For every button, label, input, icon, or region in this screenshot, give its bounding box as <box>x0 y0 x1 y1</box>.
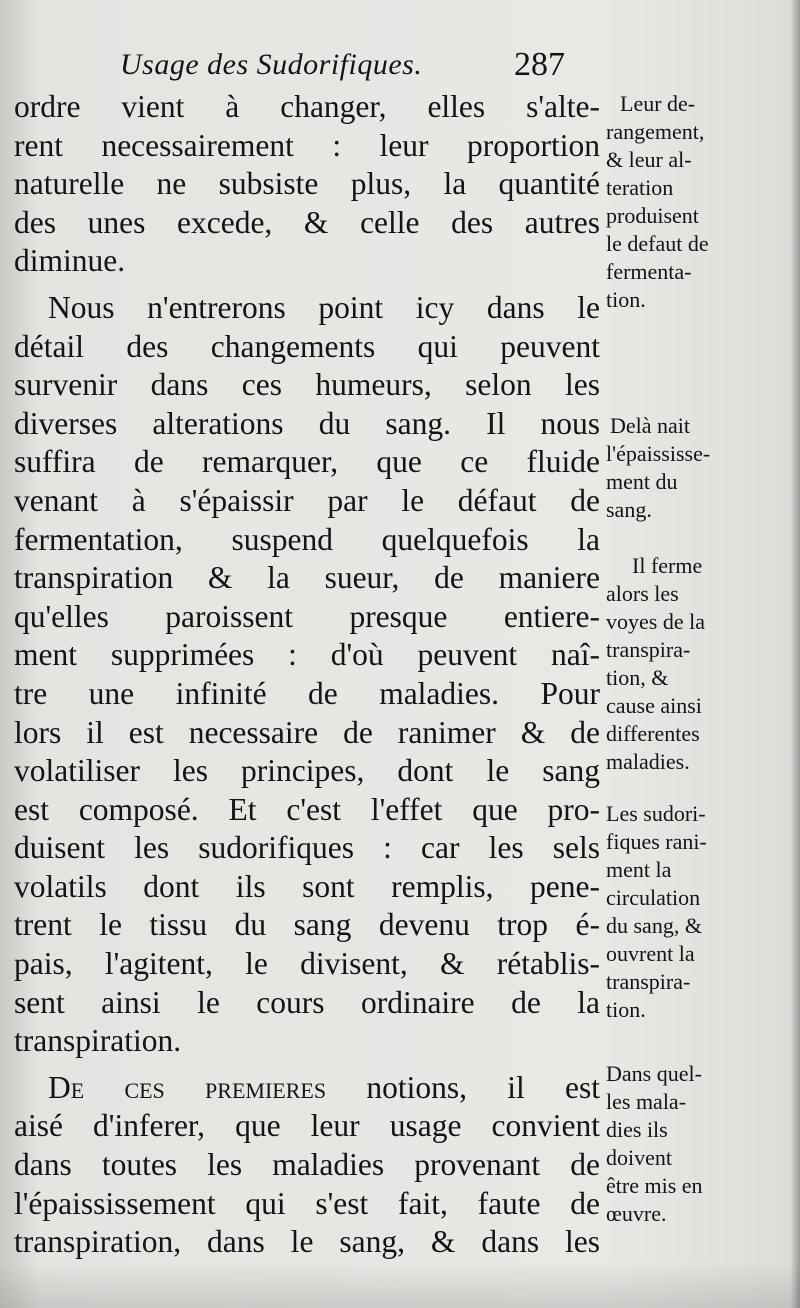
text-line: fermentation, suspend quelquefois la <box>14 521 600 557</box>
margin-line: ouvrent la <box>606 941 695 966</box>
text-line: est composé. Et c'est l'effet que pro- <box>14 791 600 827</box>
margin-line: circulation <box>606 885 701 910</box>
page-number: 287 <box>514 46 565 83</box>
margin-line: & leur al- <box>606 147 692 172</box>
margin-line: maladies. <box>606 749 690 774</box>
margin-note-2 <box>606 412 788 524</box>
margin-line: differentes <box>606 721 700 746</box>
margin-line: Leur de- <box>620 91 696 116</box>
text-line: survenir dans ces humeurs, selon les <box>14 367 600 403</box>
running-title: Usage des Sudorifiques. <box>120 48 423 81</box>
margin-line: doivent <box>606 1145 672 1170</box>
margin-line: ment du <box>606 469 678 494</box>
text-line: aisé d'inferer, que leur usage convient <box>14 1108 600 1144</box>
text-line: diverses alterations du sang. Il nous <box>14 405 600 441</box>
margin-line: du sang, & <box>606 913 702 938</box>
text-line: naturelle ne subsiste plus, la quantité <box>14 166 600 202</box>
margin-note-3 <box>606 552 788 776</box>
text-line: transpiration, dans le sang, & dans les <box>14 1224 600 1260</box>
text-line: duisent les sudorifiques : car les sels <box>14 830 600 866</box>
paragraph-3 <box>14 1069 600 1262</box>
text-line <box>14 1069 600 1108</box>
margin-line: ment la <box>606 857 672 882</box>
page-edge-shadow <box>790 0 800 1308</box>
text-line: tre une infinité de maladies. Pour <box>14 675 600 711</box>
page-header <box>0 42 800 92</box>
text-line: l'épaississement qui s'est fait, faute de <box>14 1185 600 1221</box>
margin-line: transpira- <box>606 969 691 994</box>
margin-line: Dans quel- <box>606 1061 702 1086</box>
margin-note-4 <box>606 800 788 1024</box>
text-line: pais, l'agitent, le divisent, & rétablis- <box>14 946 600 982</box>
main-text-column <box>14 88 600 1262</box>
margin-line: voyes de la <box>606 609 705 634</box>
text-line: dans toutes les maladies provenant de <box>14 1147 600 1183</box>
text-line: trent le tissu du sang devenu trop é- <box>14 907 600 943</box>
text-line: volatils dont ils sont remplis, pene- <box>14 868 600 904</box>
margin-line: Il ferme <box>632 553 703 578</box>
small-caps-lead: De ces premieres <box>48 1069 327 1105</box>
text-line: qu'elles paroissent presque entiere- <box>14 598 600 634</box>
text-line: transpiration. <box>14 1023 182 1059</box>
text-line: suffira de remarquer, que ce fluide <box>14 444 600 480</box>
text-line: rent necessairement : leur proportion <box>14 127 600 163</box>
text-line: ment supprimées : d'où peuvent naî- <box>14 637 600 673</box>
margin-line: produisent <box>606 203 699 228</box>
paragraph-2 <box>14 289 600 1061</box>
margin-line: le defaut de <box>606 231 709 256</box>
margin-line: Les sudori- <box>606 801 706 826</box>
margin-line: Delà nait <box>610 413 691 438</box>
paragraph-1 <box>14 88 600 281</box>
margin-note-5 <box>606 1060 788 1228</box>
margin-line: transpira- <box>606 637 691 662</box>
margin-line: sang. <box>606 497 652 522</box>
text-line: sent ainsi le cours ordinaire de la <box>14 984 600 1020</box>
margin-line: tion, & <box>606 665 669 690</box>
bottom-page-shadow <box>0 1262 800 1308</box>
text-line: volatiliser les principes, dont le sang <box>14 753 600 789</box>
text-line: détail des changements qui peuvent <box>14 328 600 364</box>
lead-rest: notions, il est <box>326 1069 600 1105</box>
margin-line: fiques rani- <box>606 829 707 854</box>
margin-line: alors les <box>606 581 679 606</box>
margin-line: dies ils <box>606 1117 668 1142</box>
margin-line: fermenta- <box>606 259 692 284</box>
margin-line: tion. <box>606 287 646 312</box>
margin-line: tion. <box>606 997 646 1022</box>
text-line: lors il est necessaire de ranimer & de <box>14 714 600 750</box>
margin-line: l'épaississe- <box>606 441 711 466</box>
text-line: Nous n'entrerons point icy dans le <box>48 289 600 325</box>
text-line: diminue. <box>14 243 126 279</box>
margin-line: teration <box>606 175 674 200</box>
margin-line: cause ainsi <box>606 693 702 718</box>
text-line: des unes excede, & celle des autres <box>14 204 600 240</box>
margin-line: les mala- <box>606 1089 687 1114</box>
text-line: transpiration & la sueur, de maniere <box>14 560 600 596</box>
margin-note-1 <box>606 90 788 314</box>
margin-line: œuvre. <box>606 1201 667 1226</box>
margin-line: rangement, <box>606 119 705 144</box>
text-line: venant à s'épaissir par le défaut de <box>14 482 600 518</box>
margin-line: être mis en <box>606 1173 703 1198</box>
text-line: ordre vient à changer, elles s'alte- <box>14 89 600 124</box>
